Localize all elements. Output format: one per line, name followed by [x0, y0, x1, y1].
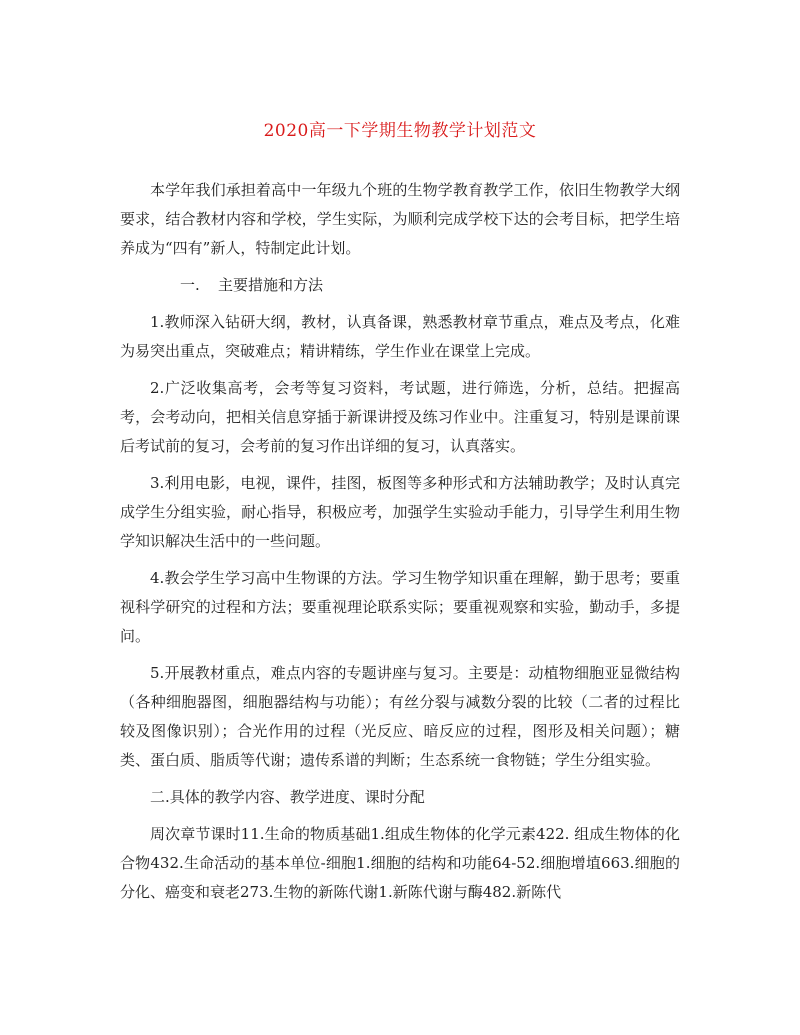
list-item: 1.教师深入钻研大纲，教材，认真备课，熟悉教材章节重点，难点及考点，化难为易突出重点，突破难点；精讲精练，学生作业在课堂上完成。: [120, 313, 680, 360]
document-body: [120, 176, 680, 915]
document-title: 2020高一下学期生物教学计划范文: [263, 121, 537, 141]
list-item: 4.教会学生学习高中生物课的方法。学习生物学知识重在理解，勤于思考；要重视科学研究的过程和方法；要重视理论联系实际；要重视观察和实验，勤动手，多提问。: [120, 569, 680, 645]
list-item: 5.开展教材重点，难点内容的专题讲座与复习。主要是：动植物细胞亚显微结构（各种细胞器图，细胞器结构与功能）；有丝分裂与减数分裂的比较（二者的过程比较及图像识别）；合光作用的过程（光反应、暗反应的过程，图形及相关问题）；糖类、蛋白质、脂质等代谢；遗传系谱的判断；生态系统一食物链；学生分组实验。: [120, 664, 680, 769]
list-item: 2.广泛收集高考，会考等复习资料，考试题，进行筛选，分析，总结。把握高考，会考动向，把相关信息穿插于新课讲授及练习作业中。注重复习，特别是课前课后考试前的复习，会考前的复习作出详细的复习，认真落实。: [120, 379, 680, 455]
section-heading-1: [120, 271, 680, 300]
section-heading-2: 二.具体的教学内容、教学进度、课时分配: [150, 788, 425, 806]
list-item: 3.利用电影，电视，课件，挂图，板图等多种形式和方法辅助教学；及时认真完成学生分组实验，耐心指导，积极应考，加强学生实验动手能力，引导学生利用生物学知识解决生活中的一些问题。: [120, 474, 680, 550]
section-number: 一.: [180, 276, 200, 294]
schedule-paragraph: 周次章节课时11.生命的物质基础1.组成生物体的化学元素422. 组成生物体的化合物432.生命活动的基本单位-细胞1.细胞的结构和功能64-52.细胞增埴663.细胞的分化、癌变和衰老273.生物的新陈代谢1.新陈代谢与酶482.新陈代: [120, 825, 680, 901]
intro-paragraph: 本学年我们承担着高中一年级九个班的生物学教育教学工作，依旧生物教学大纲要求，结合教材内容和学校，学生实际，为顺利完成学校下达的会考目标，把学生培养成为“四有”新人，特制定此计划。: [120, 181, 680, 257]
section-heading-text: 主要措施和方法: [218, 276, 324, 294]
